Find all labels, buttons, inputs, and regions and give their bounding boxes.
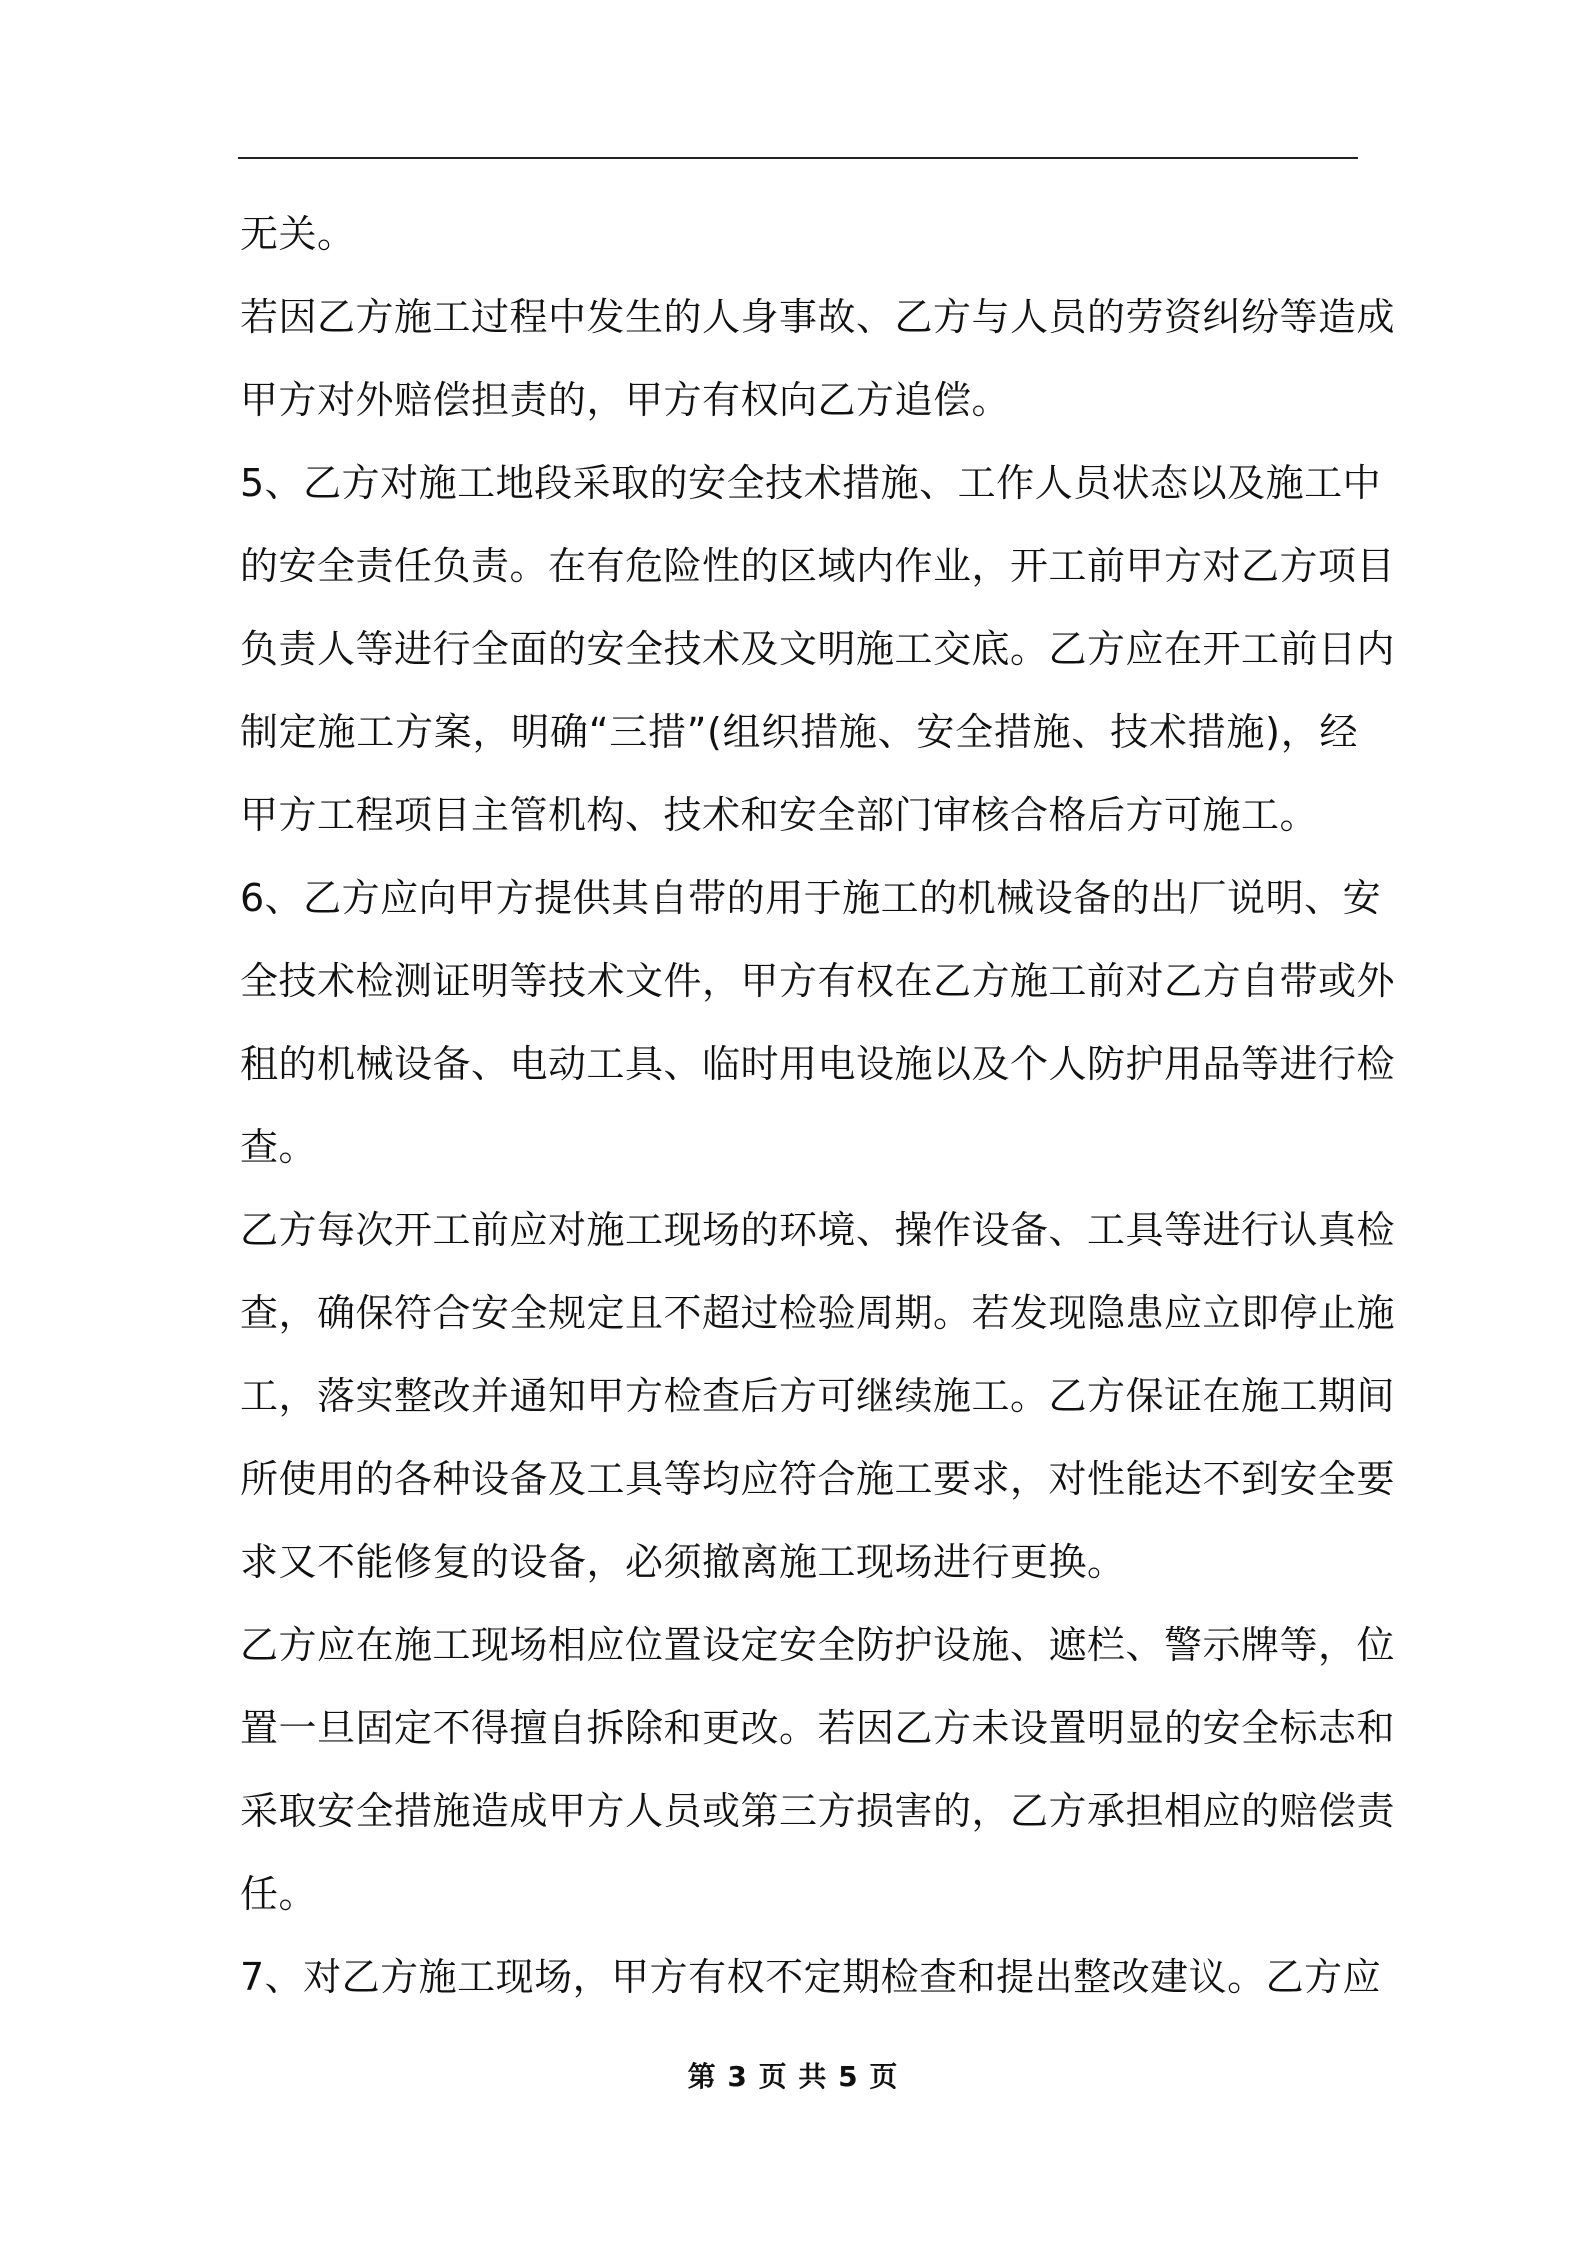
text-line: 任。 xyxy=(240,1872,318,1916)
text-line: 甲方工程项目主管机构、技术和安全部门审核合格后方可施工。 xyxy=(240,793,1319,837)
text-line: 租的机械设备、电动工具、临时用电设施以及个人防护用品等进行检 xyxy=(240,1042,1396,1086)
text-line: 无关。 xyxy=(240,212,356,256)
text-line: 求又不能修复的设备，必须撤离施工现场进行更换。 xyxy=(240,1540,1126,1584)
text-line: 置一旦固定不得擅自拆除和更改。若因乙方未设置明显的安全标志和 xyxy=(240,1706,1396,1750)
text-line: 全技术检测证明等技术文件，甲方有权在乙方施工前对乙方自带或外 xyxy=(240,959,1396,1003)
text-line: 查。 xyxy=(240,1125,318,1169)
text-line: 查，确保符合安全规定且不超过检验周期。若发现隐患应立即停止施 xyxy=(240,1291,1396,1335)
text-line: 乙方应在施工现场相应位置设定安全防护设施、遮栏、警示牌等，位 xyxy=(240,1623,1396,1667)
text-line: 所使用的各种设备及工具等均应符合施工要求，对性能达不到安全要 xyxy=(240,1457,1396,1501)
text-line: 甲方对外赔偿担责的，甲方有权向乙方追偿。 xyxy=(240,378,1011,422)
document-body xyxy=(240,193,1396,2019)
text-line: 采取安全措施造成甲方人员或第三方损害的，乙方承担相应的赔偿责 xyxy=(240,1789,1396,1833)
page-number xyxy=(0,2055,1586,2095)
text-line: 工，落实整改并通知甲方检查后方可继续施工。乙方保证在施工期间 xyxy=(240,1374,1396,1418)
text-line: 5、乙方对施工地段采取的安全技术措施、工作人员状态以及施工中 xyxy=(240,461,1382,505)
text-line: 6、乙方应向甲方提供其自带的用于施工的机械设备的出厂说明、安 xyxy=(240,876,1382,920)
text-line: 负责人等进行全面的安全技术及文明施工交底。乙方应在开工前日内 xyxy=(240,627,1396,671)
text-line: 若因乙方施工过程中发生的人身事故、乙方与人员的劳资纠纷等造成 xyxy=(240,295,1396,339)
header-rule xyxy=(238,157,1358,159)
text-line: 7、对乙方施工现场，甲方有权不定期检查和提出整改建议。乙方应 xyxy=(240,1955,1382,1999)
page-number-label: 第 3 页 共 5 页 xyxy=(687,2060,899,2093)
text-line: 乙方每次开工前应对施工现场的环境、操作设备、工具等进行认真检 xyxy=(240,1208,1396,1252)
text-line: 的安全责任负责。在有危险性的区域内作业，开工前甲方对乙方项目 xyxy=(240,544,1396,588)
text-line: 制定施工方案，明确“三措”(组织措施、安全措施、技术措施)，经 xyxy=(240,710,1358,754)
